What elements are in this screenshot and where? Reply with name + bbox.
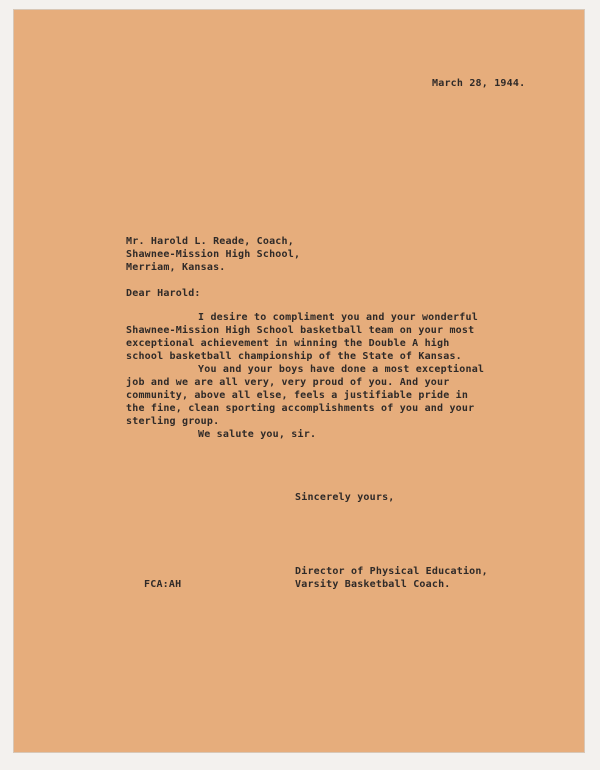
signature-line: Director of Physical Education,	[295, 566, 488, 577]
paragraph-line: job and we are all very, very proud of you. And your	[126, 377, 450, 388]
paragraph-line: exceptional achievement in winning the Double A high	[126, 338, 450, 349]
paragraph-line: Shawnee-Mission High School basketball team on your most	[126, 325, 475, 336]
paragraph-1	[126, 311, 478, 363]
letter-sheet	[14, 10, 584, 752]
closing: Sincerely yours,	[295, 492, 395, 503]
recipient-line: Shawnee-Mission High School,	[126, 249, 301, 260]
salutation: Dear Harold:	[126, 288, 201, 299]
reference-initials: FCA:AH	[144, 579, 182, 590]
paragraph-line: You and your boys have done a most exceptional	[198, 364, 485, 375]
paragraph-line: school basketball championship of the State of Kansas.	[126, 351, 462, 362]
signature-line: Varsity Basketball Coach.	[295, 579, 451, 590]
paragraph-line: sterling group.	[126, 416, 220, 427]
recipient-line: Mr. Harold L. Reade, Coach,	[126, 236, 294, 247]
signature-block	[295, 565, 488, 591]
paragraph-line: the fine, clean sporting accomplishments of you and your	[126, 403, 475, 414]
recipient-line: Merriam, Kansas.	[126, 262, 226, 273]
salute-line: We salute you, sir.	[198, 429, 317, 440]
recipient-address	[126, 235, 300, 274]
paragraph-2	[126, 363, 484, 428]
paragraph-line: community, above all else, feels a justifiable pride in	[126, 390, 469, 401]
paragraph-line: I desire to compliment you and your wonderful	[198, 312, 478, 323]
letter-date: March 28, 1944.	[432, 78, 526, 89]
